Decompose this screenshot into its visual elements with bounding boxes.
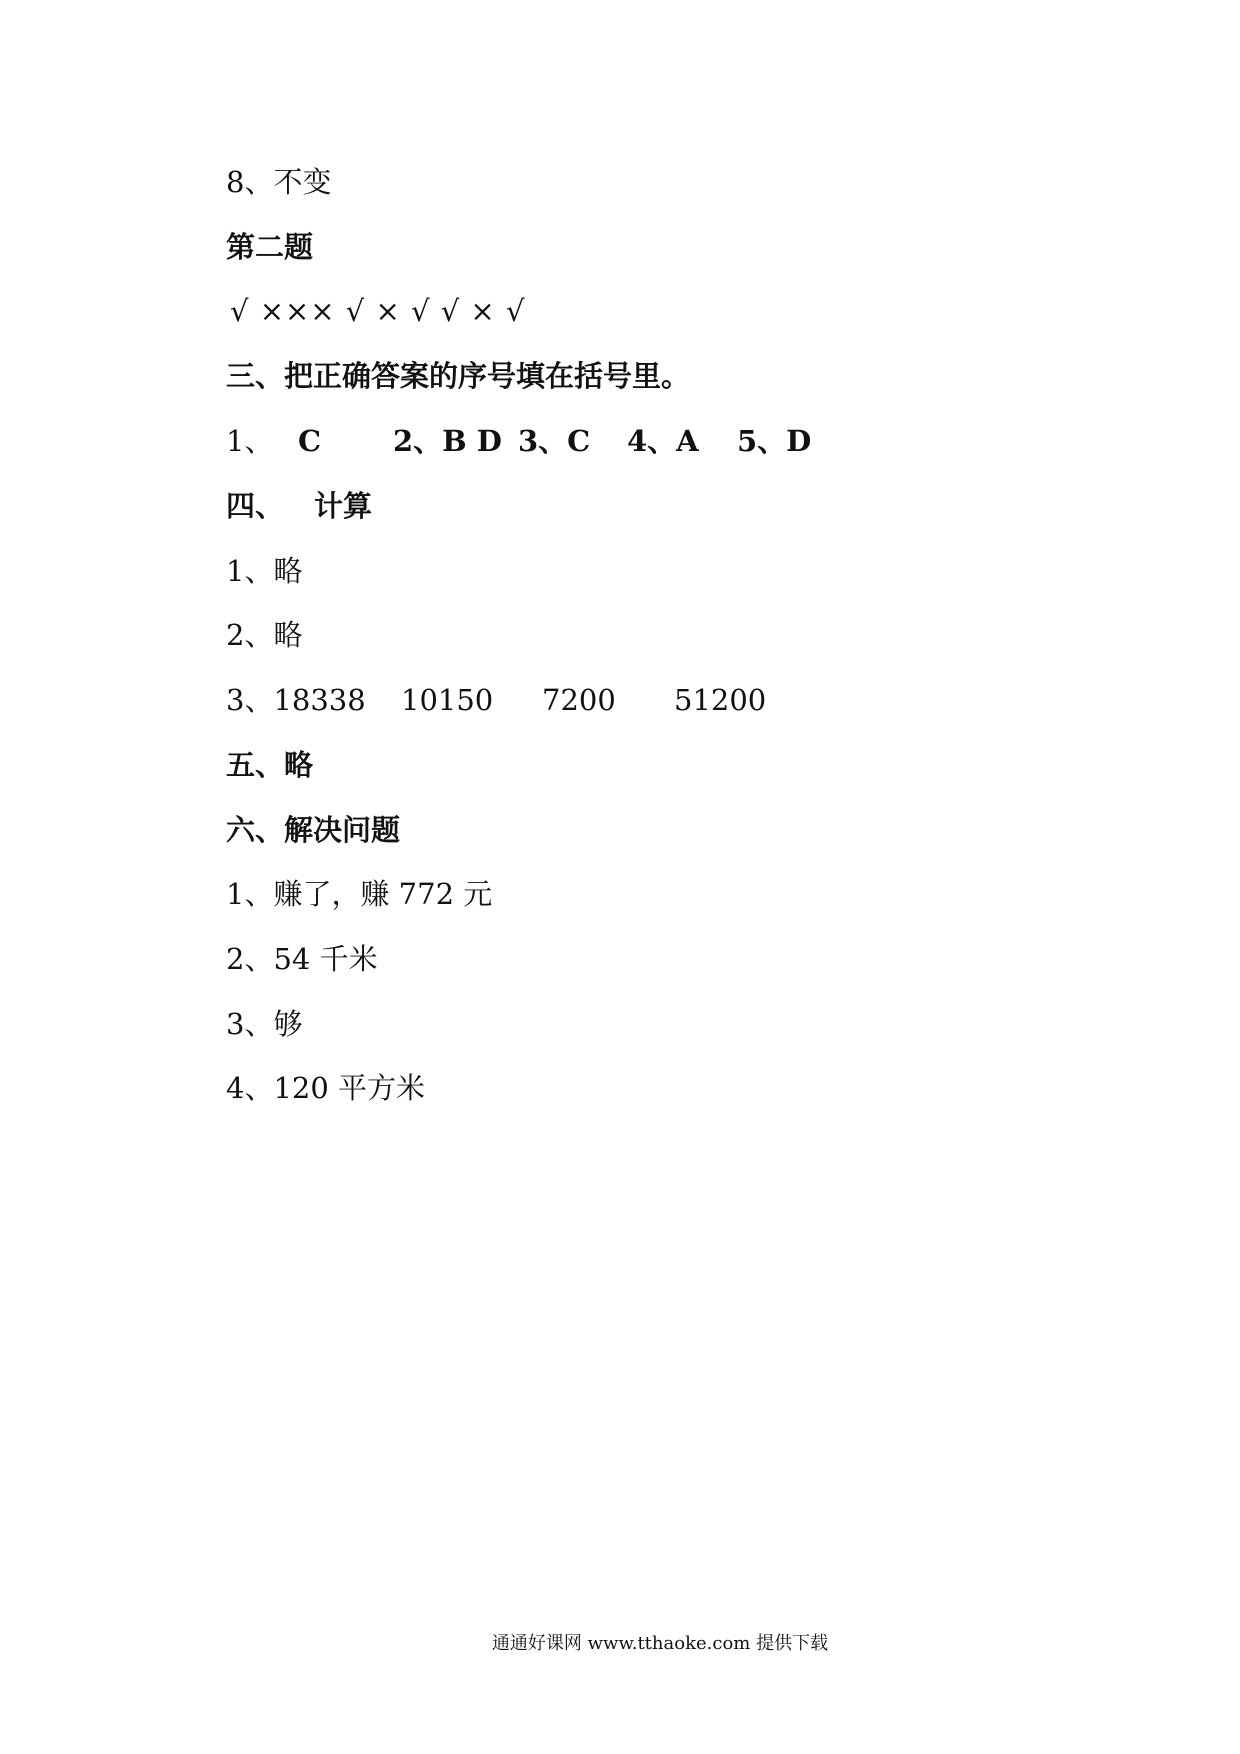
answer-8: 8、不变	[226, 165, 332, 199]
answer-4-2: 2、略	[226, 618, 303, 652]
answer-value: 51200	[674, 683, 767, 717]
answer-value: 10150	[401, 683, 494, 717]
answer-value: 3、18338	[226, 683, 366, 717]
section-6-heading: 六、解决问题	[226, 813, 401, 847]
answer-value: 4、A	[627, 424, 699, 458]
answer-value: 2、B D	[393, 424, 502, 458]
section-5-heading: 五、略	[226, 748, 314, 782]
answer-6-4: 4、120 平方米	[226, 1071, 426, 1105]
answer-6-1: 1、赚了，赚 772 元	[226, 877, 493, 911]
section-2-marks: √ ××× √ × √ √ × √	[230, 294, 526, 328]
section-2-heading: 第二题	[226, 230, 314, 264]
section-4-heading	[226, 488, 526, 524]
answer-value: C	[298, 424, 322, 458]
section-4-number: 四、	[226, 489, 285, 523]
answer-value: 7200	[542, 683, 616, 717]
section-3-heading: 三、把正确答案的序号填在括号里。	[226, 359, 691, 393]
answer-label: 1、	[226, 424, 274, 458]
answer-4-1: 1、略	[226, 554, 303, 588]
answer-value: 5、D	[737, 424, 812, 458]
answer-value: 3、C	[518, 424, 591, 458]
section-3-answers	[226, 423, 826, 459]
answer-6-3: 3、够	[226, 1007, 303, 1041]
section-4-title: 计算	[314, 489, 373, 523]
page-footer: 通通好课网 www.tthaoke.com 提供下载	[491, 1633, 829, 1654]
answer-4-3	[226, 682, 826, 718]
answer-6-2: 2、54 千米	[226, 942, 378, 976]
